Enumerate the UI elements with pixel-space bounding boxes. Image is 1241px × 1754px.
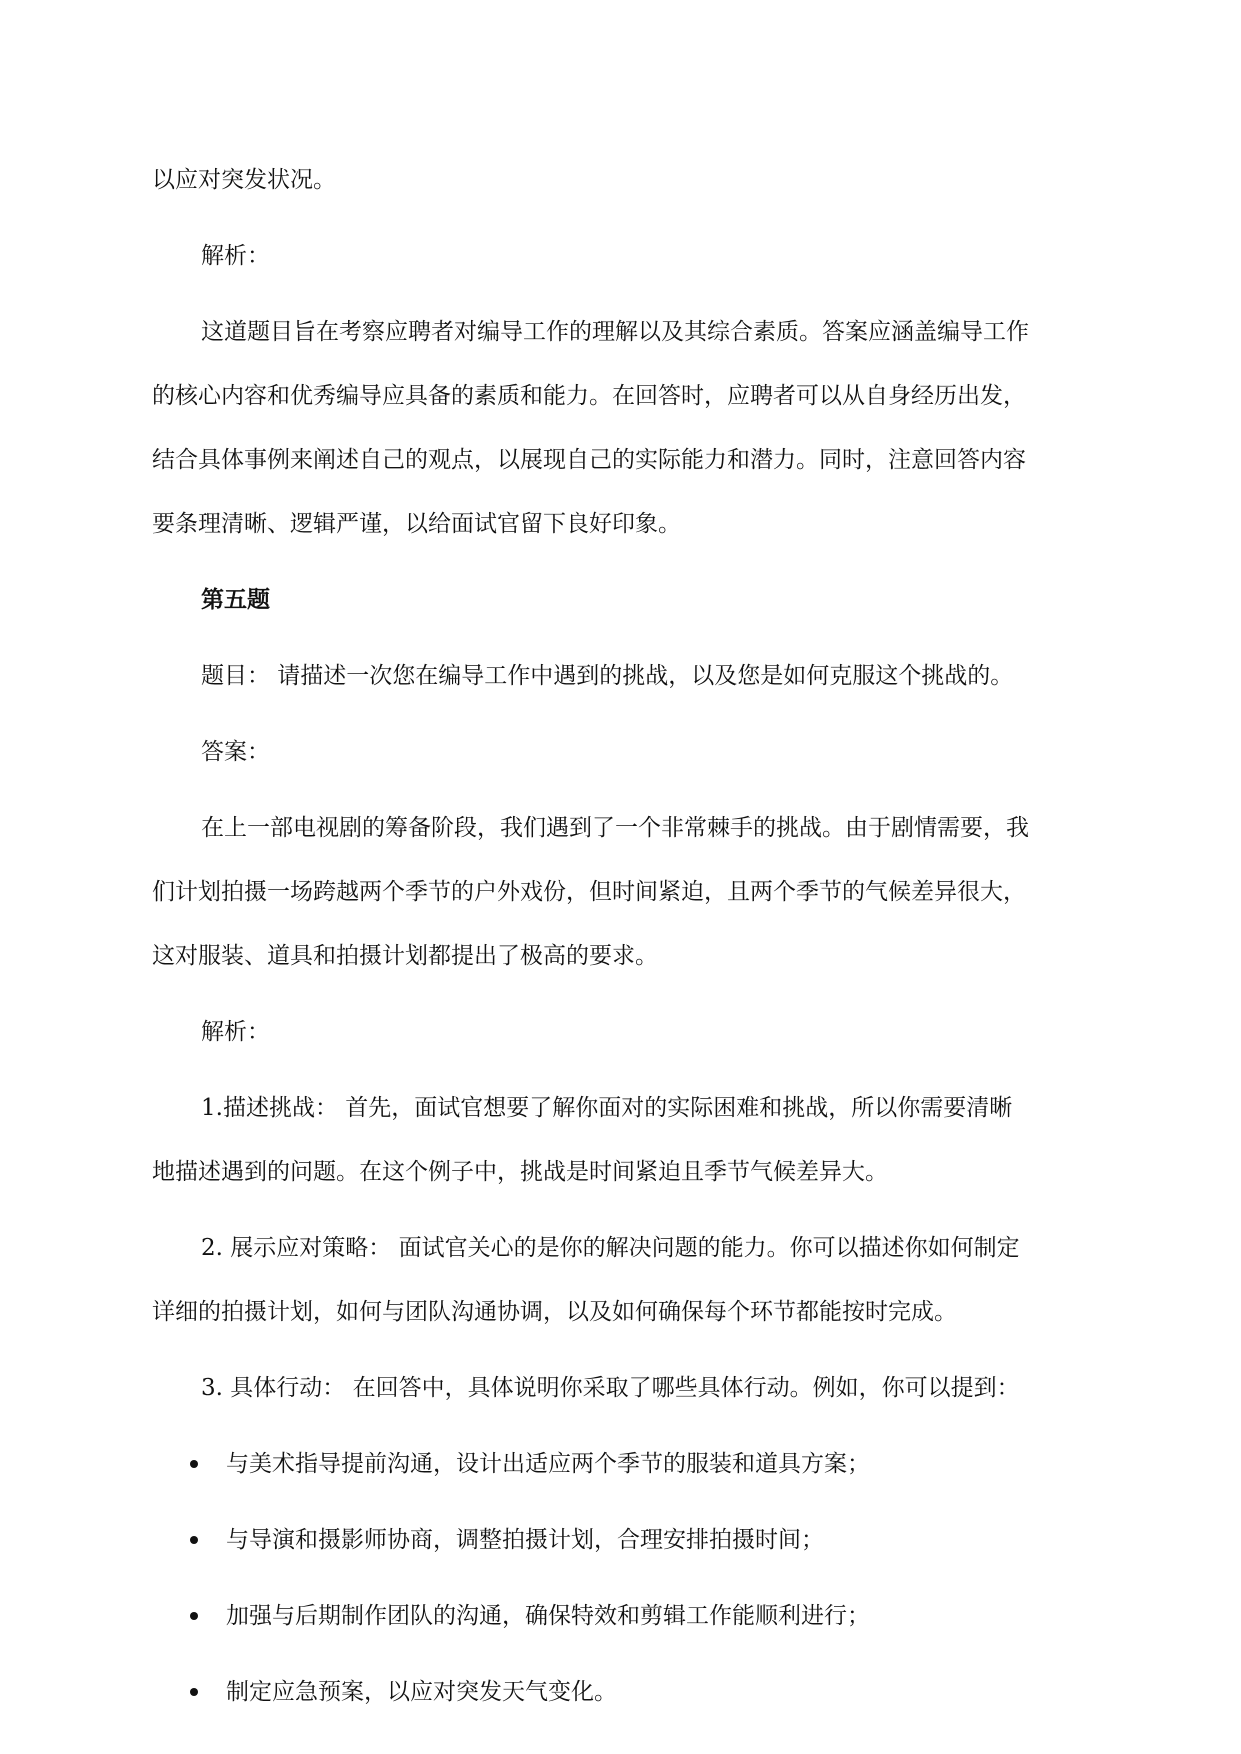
answer-label: 答案： (201, 739, 270, 765)
question-text: 题目： 请描述一次您在编导工作中遇到的挑战，以及您是如何克服这个挑战的。 (201, 663, 1014, 689)
answer-line: 们计划拍摄一场跨越两个季节的户外戏份，但时间紧迫，且两个季节的气候差异很大， (152, 879, 1026, 905)
list-item-text: 加强与后期制作团队的沟通，确保特效和剪辑工作能顺利进行； (226, 1603, 870, 1629)
list-item-text: 制定应急预案，以应对突发天气变化。 (226, 1679, 617, 1705)
point-line: 2. 展示应对策略： 面试官关心的是你的解决问题的能力。你可以描述你如何制定 (201, 1235, 1020, 1261)
list-item (152, 1660, 1092, 1724)
list-item-text: 与美术指导提前沟通，设计出适应两个季节的服装和道具方案； (226, 1451, 870, 1477)
continuation-text: 以应对突发状况。 (152, 167, 336, 193)
list-item (152, 1584, 1092, 1648)
point-line: 详细的拍摄计划，如何与团队沟通协调，以及如何确保每个环节都能按时完成。 (152, 1299, 957, 1325)
bullet-icon (190, 1612, 198, 1620)
bullet-icon (190, 1460, 198, 1468)
answer-paragraph (152, 796, 1092, 988)
analysis-line: 的核心内容和优秀编导应具备的素质和能力。在回答时，应聘者可以从自身经历出发， (152, 383, 1026, 409)
point-line: 地描述遇到的问题。在这个例子中，挑战是时间紧迫且季节气候差异大。 (152, 1159, 888, 1185)
analysis-paragraph (152, 300, 1092, 556)
analysis-line: 要条理清晰、逻辑严谨，以给面试官留下良好印象。 (152, 511, 681, 537)
answer-line: 在上一部电视剧的筹备阶段，我们遇到了一个非常棘手的挑战。由于剧情需要，我 (201, 815, 1029, 841)
analysis-label: 解析： (201, 1019, 270, 1045)
point-line: 1.描述挑战： 首先，面试官想要了解你面对的实际困难和挑战，所以你需要清晰 (201, 1095, 1013, 1121)
document-body (152, 148, 1092, 1724)
point-specific-actions: 3. 具体行动： 在回答中，具体说明你采取了哪些具体行动。例如，你可以提到： (201, 1375, 1020, 1401)
analysis-line: 这道题目旨在考察应聘者对编导工作的理解以及其综合素质。答案应涵盖编导工作 (201, 319, 1029, 345)
list-item (152, 1508, 1092, 1572)
point-describe-challenge (152, 1076, 1092, 1204)
action-bullet-list (152, 1432, 1092, 1724)
point-show-strategy (152, 1216, 1092, 1344)
section-heading: 第五题 (201, 587, 270, 613)
answer-line: 这对服装、道具和拍摄计划都提出了极高的要求。 (152, 943, 658, 969)
bullet-icon (190, 1688, 198, 1696)
analysis-label: 解析： (201, 243, 270, 269)
list-item-text: 与导演和摄影师协商，调整拍摄计划，合理安排拍摄时间； (226, 1527, 824, 1553)
analysis-line: 结合具体事例来阐述自己的观点，以展现自己的实际能力和潜力。同时，注意回答内容 (152, 447, 1026, 473)
list-item (152, 1432, 1092, 1496)
bullet-icon (190, 1536, 198, 1544)
